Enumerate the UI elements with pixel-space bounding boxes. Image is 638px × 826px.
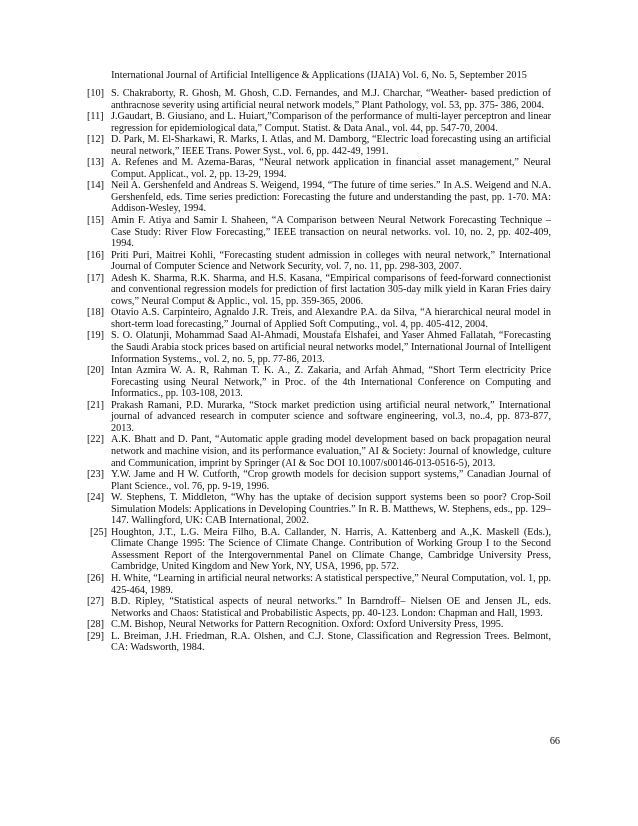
reference-number: [29] xyxy=(87,630,104,642)
reference-text: Neil A. Gershenfeld and Andreas S. Weigend, 1994, “The future of time series.” In A.S. Weigend and N.A. Gershenfeld, eds. Time series prediction: Forecasting the future and understanding the past, pp. 1-70. MA: Addison-Wesley, 1994. xyxy=(111,180,551,215)
reference-item xyxy=(87,250,551,273)
reference-item xyxy=(87,596,551,619)
reference-item xyxy=(87,400,551,435)
reference-number: [14] xyxy=(87,180,104,192)
reference-text: L. Breiman, J.H. Friedman, R.A. Olshen, and C.J. Stone, Classification and Regression Trees. Belmont, CA: Wadsworth, 1984. xyxy=(111,630,551,654)
reference-text: D. Park, M. El-Sharkawi, R. Marks, I. Atlas, and M. Damborg, “Electric load forecasting using an artificial neural network,” IEEE Trans. Power Syst., vol. 6, pp. 442-49, 1991. xyxy=(111,134,551,157)
reference-item xyxy=(87,215,551,250)
reference-text: A. Refenes and M. Azema-Baras, “Neural network application in financial asset management,” Neural Comput. Applicat., vol. 2, pp. 13-29, 1994. xyxy=(111,157,551,180)
reference-text: Amin F. Atiya and Samir I. Shaheen, “A Comparison between Neural Network Forecasting Technique – Case Study: River Flow Forecasting,” IEEE transaction on neural networks. vol. 10, no. 2, pp. 402-409, 1994. xyxy=(111,215,551,250)
reference-text: B.D. Ripley, “Statistical aspects of neural networks.” In Barndroff– Nielsen OE and Jensen JL, eds. Networks and Chaos: Statistical and Probabilistic Aspects, pp. 40-123. London: Chapman and Hall, 1993. xyxy=(111,596,551,619)
reference-number: [10] xyxy=(87,88,104,99)
reference-text: S. O. Olatunji, Mohammad Saad Al-Ahmadi, Moustafa Elshafei, and Yaser Ahmed Fallatah, “Forecasting the Saudi Arabia stock prices based on artificial neural networks model,” International Journal of Intelligent Information Systems., vol. 2, no. 5, pp. 77-86, 2013. xyxy=(111,330,551,365)
reference-text: W. Stephens, T. Middleton, “Why has the uptake of decision support systems been so poor? Crop-Soil Simulation Models: Applications in Developing Countries.” In R. B. Matthews, W. Stephens, eds., pp. 129–147. Wallingford, UK: CAB International, 2002. xyxy=(111,492,551,527)
reference-number: [15] xyxy=(87,215,104,227)
reference-item xyxy=(87,111,551,134)
reference-number: [16] xyxy=(87,249,104,261)
reference-item xyxy=(87,469,551,492)
reference-text: H. White, “Learning in artificial neural networks: A statistical perspective,” Neural Computation, vol. 1, pp. 425-464, 1989. xyxy=(111,572,551,596)
reference-text: Adesh K. Sharma, R.K. Sharma, and H.S. Kasana, “Empirical comparisons of feed-forward connectionist and conventional regression models for prediction of first lactation 305-day milk yield in Karan Fries dairy cows,” Neural Comput & Applic., vol. 15, pp. 359-365, 2006. xyxy=(111,272,551,307)
page-number: 66 xyxy=(549,736,560,747)
journal-header: International Journal of Artificial Intelligence & Applications (IJAIA) Vol. 6, No. 5, September 2015 xyxy=(111,70,527,81)
reference-item xyxy=(87,365,551,400)
reference-item xyxy=(87,180,551,215)
reference-item xyxy=(87,631,551,654)
reference-text: J.Gaudart, B. Giusiano, and L. Huiart,”Comparison of the performance of multi-layer perceptron and linear regression for epidemiological data,” Comput. Statist. & Data Anal., vol. 44, pp. 547-70, 2004. xyxy=(111,111,551,134)
reference-item xyxy=(87,573,551,596)
reference-item xyxy=(87,307,551,330)
reference-item xyxy=(87,434,551,469)
reference-text: A.K. Bhatt and D. Pant, “Automatic apple grading model development based on back propagation neural network and machine vision, and its performance evaluation,” AI & Society: Journal of knowledge, culture and Communication, imprint by Springer (AI & Soc DOI 10.1007/s00146-013-0516-5), 2013. xyxy=(111,434,551,469)
reference-number: [18] xyxy=(87,307,104,319)
reference-number: [19] xyxy=(87,330,104,342)
reference-item xyxy=(87,619,551,631)
reference-text: S. Chakraborty, R. Ghosh, M. Ghosh, C.D. Fernandes, and M.J. Charchar, “Weather- based prediction of anthracnose severity using artificial neural network models,” Plant Pathology, vol. 53, pp. 375- 386, 2004. xyxy=(111,88,551,111)
reference-number: [13] xyxy=(87,157,104,169)
reference-number: [21] xyxy=(87,399,104,411)
reference-list xyxy=(87,88,551,654)
reference-item xyxy=(87,134,551,157)
reference-text: Y.W. Jame and H W. Cutforth, “Crop growth models for decision support systems,” Canadian Journal of Plant Science., vol. 76, pp. 9-19, 1996. xyxy=(111,469,551,492)
reference-text: Houghton, J.T., L.G. Meira Filho, B.A. Callander, N. Harris, A. Kattenberg and A.,K. Maskell (Eds.), Climate Change 1995: The Science of Climate Change. Contribution of Working Group I to the Second Assessment Report of the Intergovernmental Panel on Climate Change, Cambridge University Press, Cambridge, United Kingdom and New York, NY, USA, 1996, pp. 572. xyxy=(111,526,551,573)
reference-item xyxy=(87,492,551,527)
reference-number: [25] xyxy=(90,526,107,538)
reference-number: [23] xyxy=(87,469,104,481)
reference-item xyxy=(87,88,551,111)
reference-number: [28] xyxy=(87,619,104,631)
reference-number: [22] xyxy=(87,434,104,446)
reference-number: [11] xyxy=(87,111,104,123)
reference-text: C.M. Bishop, Neural Networks for Pattern Recognition. Oxford: Oxford University Press, 1995. xyxy=(111,619,504,631)
reference-item xyxy=(87,157,551,180)
reference-number: [20] xyxy=(87,365,104,377)
reference-number: [17] xyxy=(87,272,104,284)
reference-number: [24] xyxy=(87,492,104,504)
reference-item xyxy=(87,527,551,573)
reference-text: Otavio A.S. Carpinteiro, Agnaldo J.R. Treis, and Alexandre P.A. da Silva, “A hierarchical neural model in short-term load forecasting,” Journal of Applied Soft Computing., vol. 4, pp. 405-412, 2004. xyxy=(111,307,551,330)
reference-number: [12] xyxy=(87,134,104,146)
reference-number: [26] xyxy=(87,572,104,584)
reference-text: Intan Azmira W. A. R, Rahman T. K. A., Z. Zakaria, and Arfah Ahmad, “Short Term electricity Price Forecasting using Neural Network,” in Proc. of the 4th International Conference on Computing and Informatics., pp. 103-108, 2013. xyxy=(111,365,551,400)
reference-text: Priti Puri, Maitrei Kohli, “Forecasting student admission in colleges with neural network,” International Journal of Computer Science and Network Security, vol. 7, no. 11, pp. 298-303, 2007. xyxy=(111,249,551,273)
reference-number: [27] xyxy=(87,596,104,608)
reference-text: Prakash Ramani, P.D. Murarka, “Stock market prediction using artificial neural network,” International journal of advanced research in computer science and software engineering, vol.3, no..4, pp. 873-877, 2013. xyxy=(111,399,551,434)
reference-item xyxy=(87,273,551,308)
reference-item xyxy=(87,330,551,365)
